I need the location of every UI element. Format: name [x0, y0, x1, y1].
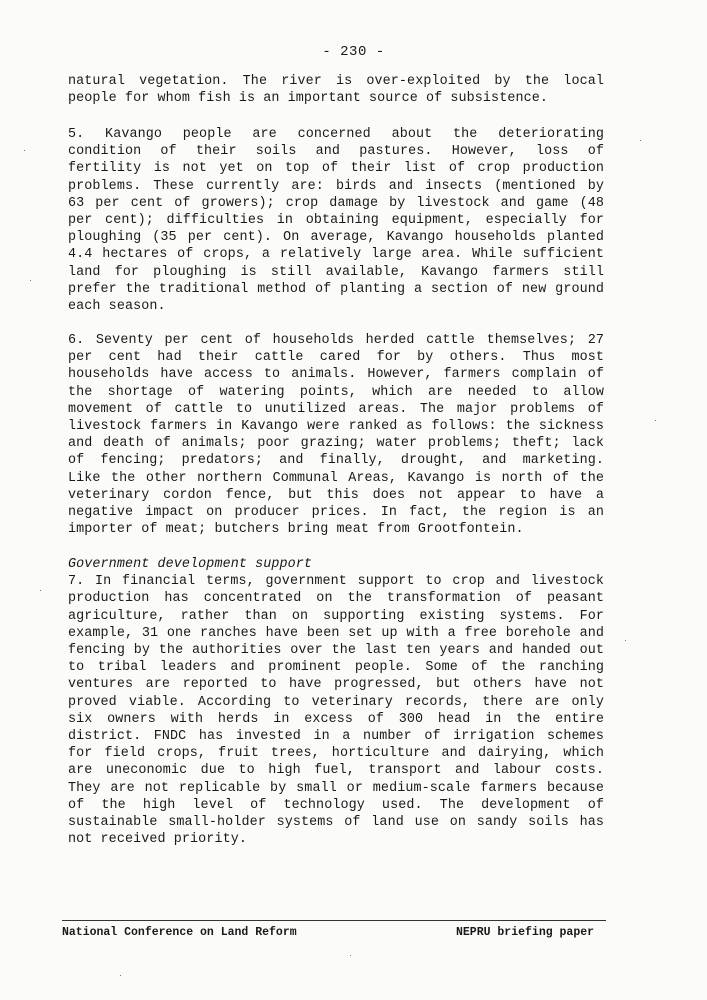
paragraph-continuation	[68, 73, 604, 107]
text-line: 6. Seventy per cent of households herded cattle themselves; 27	[68, 333, 604, 348]
text-line: district. FNDC has invested in a number of irrigation schemes	[68, 729, 604, 745]
text-line: movement of cattle to unutilized areas. The major problems of	[68, 401, 604, 417]
footer-paper-type: NEPRU briefing paper	[456, 926, 595, 939]
scan-speck	[40, 590, 41, 591]
scan-speck	[350, 955, 351, 956]
text-line: households have access to animals. However, farmers complain of	[68, 367, 604, 383]
text-line: agriculture, rather than on supporting existing systems. For	[68, 608, 604, 624]
text-line: negative impact on producer prices. In fact, the region is an	[68, 505, 604, 521]
text-line: are uneconomic due to high fuel, transport and labour costs.	[68, 763, 604, 779]
text-line: 4.4 hectares of crops, a relatively large area. While sufficient	[68, 247, 604, 263]
text-line: per cent); difficulties in obtaining equipment, especially for	[68, 213, 604, 229]
text-line: of fencing; predators; and finally, drought, and marketing.	[68, 453, 604, 469]
text-line: veterinary cordon fence, but this does not appear to have a	[68, 487, 604, 503]
page-number: - 230 -	[322, 44, 385, 60]
text-line: ploughing (35 per cent). On average, Kavango households planted	[68, 230, 604, 246]
text-line: 63 per cent of growers); crop damage by livestock and game (48	[68, 195, 604, 211]
text-line: Like the other northern Communal Areas, Kavango is north of the	[68, 470, 604, 486]
text-line: They are not replicable by small or medium-scale farmers because	[68, 780, 604, 796]
scan-speck	[625, 640, 626, 641]
text-line: fertility is not yet on top of their list of crop production	[68, 161, 604, 177]
scan-speck	[120, 975, 121, 976]
text-line: ventures are reported to have progressed, but others have not	[68, 677, 604, 693]
text-line: natural vegetation. The river is over-exploited by the local	[68, 74, 604, 89]
text-line: proved viable. According to veterinary records, there are only	[68, 694, 604, 710]
text-line: per cent had their cattle cared for by others. Thus most	[68, 350, 604, 366]
text-line: not received priority.	[68, 832, 247, 848]
text-line: importer of meat; butchers bring meat from Grootfontein.	[68, 522, 524, 538]
text-line: six owners with herds in excess of 300 head in the entire	[68, 711, 604, 727]
text-line: of the high level of technology used. The development of	[68, 797, 604, 813]
paragraph-5	[68, 126, 604, 315]
scan-speck	[640, 140, 641, 141]
text-line: 5. Kavango people are concerned about the deteriorating	[68, 127, 604, 142]
paragraph-7	[68, 556, 604, 848]
text-line: example, 31 one ranches have been set up with a free borehole and	[68, 625, 604, 641]
scan-speck	[655, 420, 656, 421]
text-line: problems. These currently are: birds and insects (mentioned by	[68, 178, 604, 194]
text-line: and death of animals; poor grazing; water problems; theft; lack	[68, 436, 604, 452]
footer-conference-title: National Conference on Land Reform	[62, 926, 297, 939]
paragraph-6	[68, 332, 604, 538]
text-line: condition of their soils and pastures. However, loss of	[68, 144, 604, 160]
text-line: the shortage of watering points, which are needed to allow	[68, 384, 604, 400]
scan-speck	[24, 150, 25, 151]
text-line: production has concentrated on the transformation of peasant	[68, 591, 604, 607]
text-line: fencing by the authorities over the last ten years and handed out	[68, 643, 604, 659]
text-line: livestock farmers in Kavango were ranked as follows: the sickness	[68, 419, 604, 435]
text-line: sustainable small-holder systems of land use on sandy soils has	[68, 815, 604, 831]
text-line: land for ploughing is still available, Kavango farmers still	[68, 264, 604, 280]
text-line: for field crops, fruit trees, horticulture and dairying, which	[68, 746, 604, 762]
section-heading: Government development support	[68, 557, 313, 572]
text-line: to tribal leaders and prominent people. Some of the ranching	[68, 660, 604, 676]
text-line: people for whom fish is an important source of subsistence.	[68, 91, 549, 107]
scan-speck	[30, 280, 31, 281]
footer-divider	[62, 920, 606, 921]
text-line: prefer the traditional method of planting a section of new ground	[68, 281, 604, 297]
text-line: each season.	[68, 299, 166, 315]
text-line: 7. In financial terms, government support to crop and livestock	[68, 574, 604, 590]
